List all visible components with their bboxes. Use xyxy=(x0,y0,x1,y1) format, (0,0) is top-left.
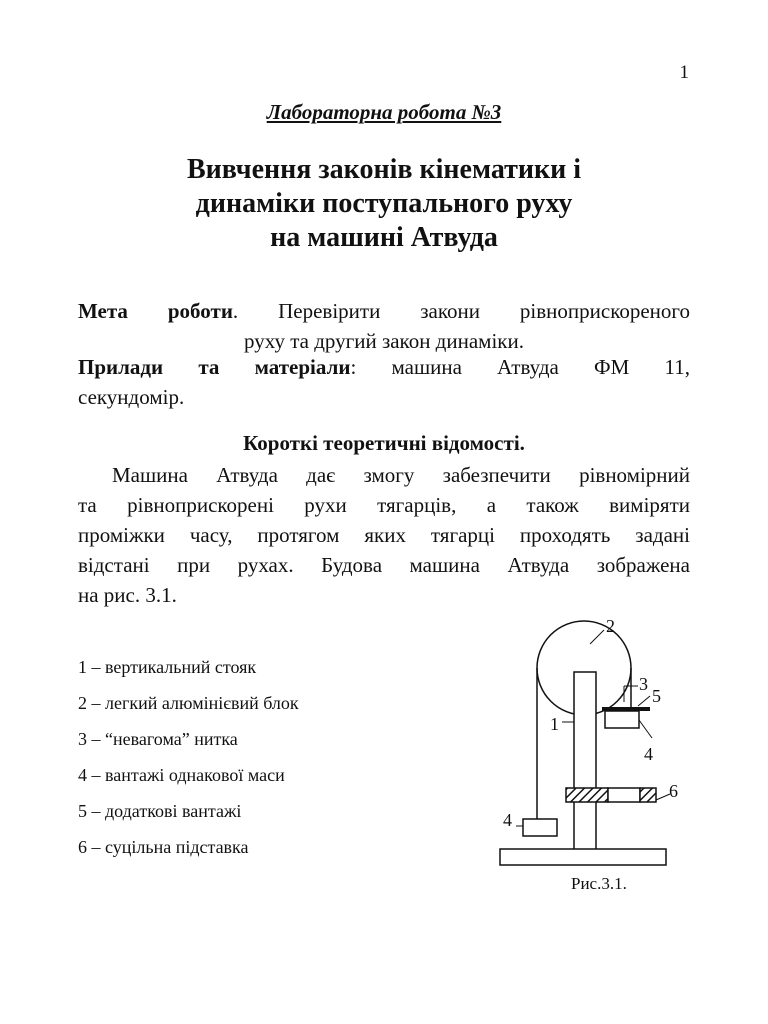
weight-right xyxy=(605,711,639,728)
section-title: Короткі теоретичні відомості. xyxy=(243,431,525,455)
legend-item: 6 – суцільна підставка xyxy=(78,837,249,857)
legend-item: 2 – легкий алюмінієвий блок xyxy=(78,693,299,713)
platform-middle xyxy=(608,788,640,802)
page-number: 1 xyxy=(679,62,689,83)
lab-title: Лабораторна робота №3 xyxy=(266,100,502,124)
body-line: на рис. 3.1. xyxy=(78,583,177,607)
body-line: та рівноприскорені рухи тягарців, а також виміряти xyxy=(78,493,690,517)
main-title-line: Вивчення законів кінематики і xyxy=(186,154,582,185)
main-title xyxy=(0,153,768,255)
body-line: Машина Атвуда дає змогу забезпечити рівномірний xyxy=(112,463,690,487)
legend-item: 5 – додаткові вантажі xyxy=(78,801,242,821)
body-line: проміжки часу, протягом яких тягарці проходять задані xyxy=(78,523,690,547)
base xyxy=(500,849,666,865)
fig-label-6: 6 xyxy=(669,781,678,801)
legend-item: 4 – вантажі однакової маси xyxy=(78,765,285,785)
atwood-machine-diagram xyxy=(490,610,690,870)
body-line: відстані при рухах. Будова машина Атвуда зображена xyxy=(78,553,690,577)
leader-2 xyxy=(590,630,604,644)
equipment-line: Прилади та матеріали: машина Атвуда ФМ 11, xyxy=(78,355,690,379)
fig-label-2: 2 xyxy=(606,616,615,636)
main-title-line: на машині Атвуда xyxy=(270,222,498,253)
vertical-stand xyxy=(574,672,596,850)
leader-5 xyxy=(638,696,650,706)
main-title-line: динаміки поступального руху xyxy=(195,188,573,219)
equipment-paragraph xyxy=(78,352,690,412)
goal-line-2: руху та другий закон динаміки. xyxy=(244,329,524,353)
body-paragraph xyxy=(78,460,690,610)
legend-item: 3 – “невагома” нитка xyxy=(78,729,238,749)
weight-left xyxy=(523,819,557,836)
goal-paragraph xyxy=(78,296,690,356)
fig-label-4-left: 4 xyxy=(503,810,512,830)
goal-label: Мета роботи xyxy=(78,299,233,323)
equipment-line-2: секундомір. xyxy=(78,385,185,409)
leader-6 xyxy=(656,794,670,800)
fig-label-5: 5 xyxy=(652,686,661,706)
fig-label-1: 1 xyxy=(550,714,559,734)
platform-hatch-left xyxy=(566,788,608,802)
figure-legend xyxy=(78,655,299,871)
legend-item: 1 – вертикальний стояк xyxy=(78,657,257,677)
leader-4b xyxy=(639,720,652,738)
goal-line: Мета роботи. Перевірити закони рівноприскореного xyxy=(78,299,690,323)
fig-label-4-right: 4 xyxy=(644,744,653,764)
equipment-label: Прилади та матеріали xyxy=(78,355,351,379)
platform-hatch-right xyxy=(640,788,656,802)
fig-label-3: 3 xyxy=(639,674,648,694)
figure-caption: Рис.3.1. xyxy=(571,874,627,893)
